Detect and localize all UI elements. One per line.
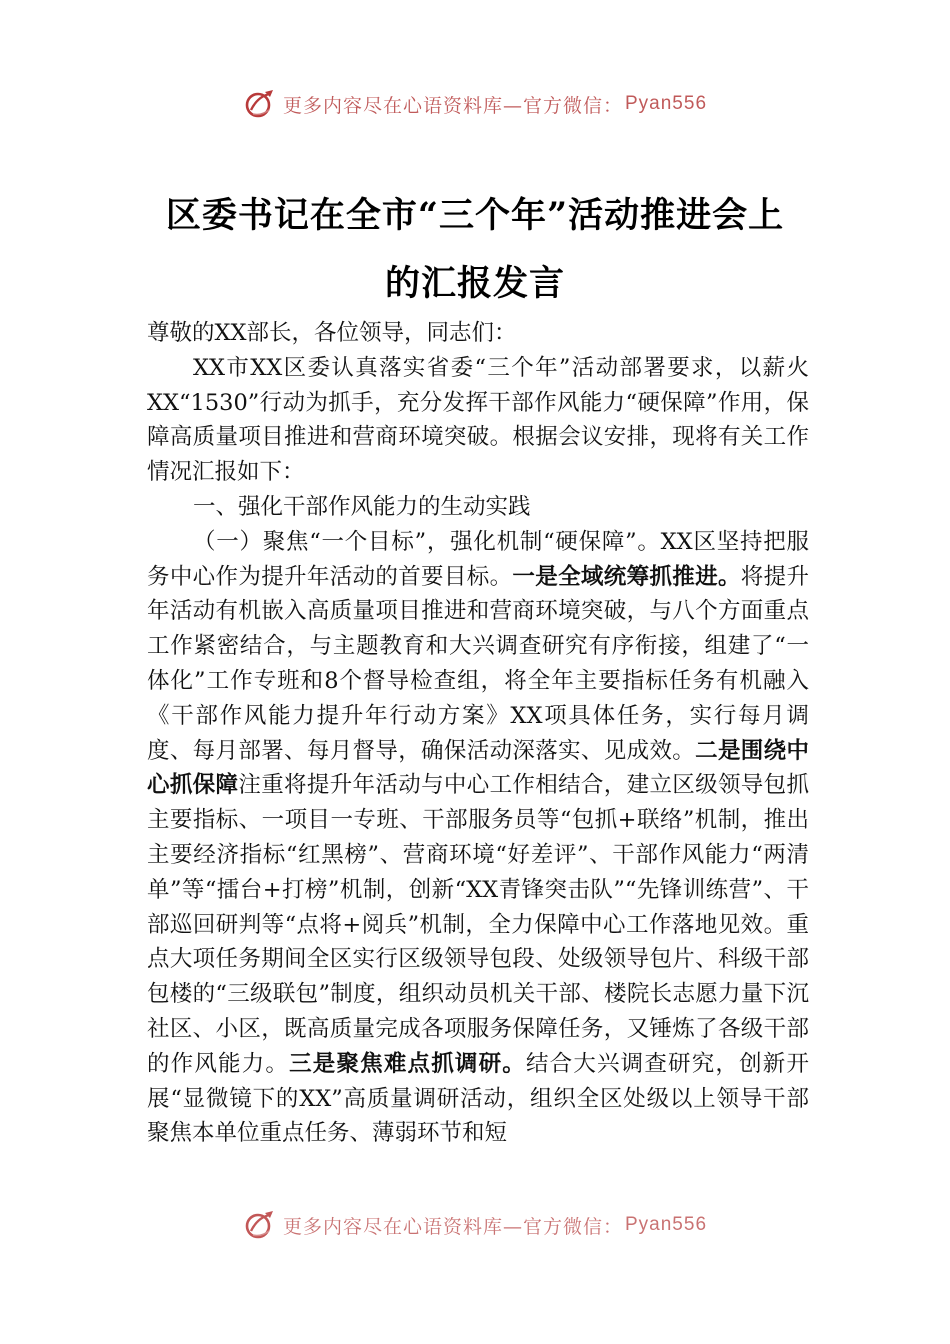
para1-text-3: 结合大兴调查研究，创新开展“显微镜下的XX”高质量调研活动，组织全区处级以上领导干部聚焦本单位重点任务、薄弱环节和短	[147, 1050, 809, 1147]
para1-bold-1: 一是全域统筹抓推进。	[512, 563, 741, 590]
watermark-code: Pyan556	[625, 1214, 708, 1235]
watermark-text: 更多内容尽在心语资料库—官方微信：	[282, 94, 623, 117]
watermark-bottom	[0, 1205, 950, 1245]
brand-logo-icon	[243, 1207, 279, 1243]
para1-bold-3: 三是聚焦难点抓调研。	[289, 1050, 526, 1077]
intro-paragraph: XX市XX区委认真落实省委“三个年”活动部署要求，以薪火XX“1530”行动为抓手，充分发挥干部作风能力“硬保障”作用，保障高质量项目推进和营商环境突破。根据会议安排，现将有关工作情况汇报如下：	[147, 354, 809, 486]
section-heading-1: 一、强化干部作风能力的生动实践	[193, 493, 531, 520]
document-body	[147, 316, 809, 1151]
para1-text-2: 注重将提升年活动与中心工作相结合，建立区级领导包抓主要指标、一项目一专班、干部服务员等“包抓+联络”机制，推出主要经济指标“红黑榜”、营商环境“好差评”、干部作风能力“两清单”等“擂台+打榜”机制，创新“XX青锋突击队”“先锋训练营”、干部巡回研判等“点将+阅兵”机制，全力保障中心工作落地见效。重点大项任务期间全区实行区级领导包段、处级领导包片、科级干部包楼的“三级联包”制度，组织动员机关干部、楼院长志愿力量下沉社区、小区，既高质量完成各项服务保障任务，又锤炼了各级干部的作风能力。	[147, 772, 809, 1077]
watermark-text: 更多内容尽在心语资料库—官方微信：	[282, 1215, 623, 1238]
document-title-line2: 的汇报发言	[384, 263, 565, 304]
para1-text-1: 将提升年活动有机嵌入高质量项目推进和营商环境突破，与八个方面重点工作紧密结合，与主题教育和大兴调查研究有序衔接，组建了“一体化”工作专班和8个督导检查组，将全年主要指标任务有机融入《干部作风能力提升年行动方案》XX项具体任务，实行每月调度、每月部署、每月督导，确保活动深落实、见成效。	[147, 563, 809, 764]
watermark-code: Pyan556	[625, 93, 708, 114]
para1-lead: （一）聚焦“一个目标”，强化机制“硬保障”。XX区坚持把服务中心作为提升年活动的首要目标。	[147, 528, 809, 590]
document-title-line1: 区委书记在全市“三个年”活动推进会上	[165, 195, 785, 236]
para1-bold-2: 二是围绕中心抓保障	[147, 737, 809, 799]
salutation: 尊敬的XX部长，各位领导，同志们：	[147, 320, 517, 346]
paragraph-1	[147, 525, 809, 1151]
